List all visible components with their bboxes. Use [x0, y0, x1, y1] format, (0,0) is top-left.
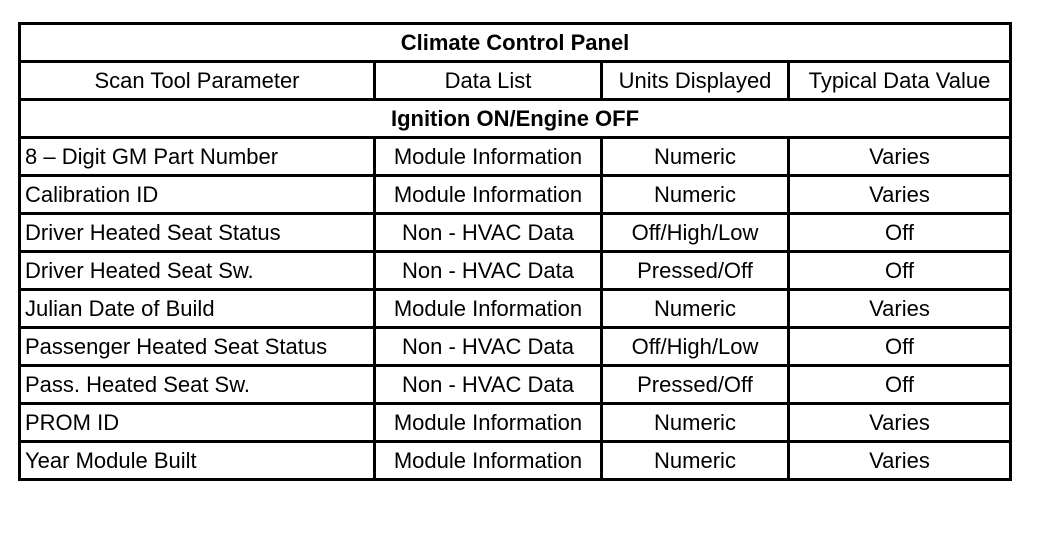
- parameter-cell: Julian Date of Build: [20, 290, 375, 328]
- table-row: [20, 442, 1011, 480]
- parameter-cell: Passenger Heated Seat Status: [20, 328, 375, 366]
- table-row: [20, 328, 1011, 366]
- units-cell: Numeric: [602, 442, 789, 480]
- parameter-cell: Calibration ID: [20, 176, 375, 214]
- table-title: Climate Control Panel: [20, 24, 1011, 62]
- parameter-cell: PROM ID: [20, 404, 375, 442]
- header-units-displayed: Units Displayed: [602, 62, 789, 100]
- data-list-cell: Module Information: [375, 290, 602, 328]
- typical-value-cell: Varies: [789, 442, 1011, 480]
- typical-value-cell: Off: [789, 328, 1011, 366]
- data-list-cell: Non - HVAC Data: [375, 366, 602, 404]
- parameter-table: [18, 22, 1012, 481]
- table-row: [20, 138, 1011, 176]
- data-list-cell: Module Information: [375, 442, 602, 480]
- parameter-cell: 8 – Digit GM Part Number: [20, 138, 375, 176]
- typical-value-cell: Varies: [789, 176, 1011, 214]
- header-row: [20, 62, 1011, 100]
- units-cell: Numeric: [602, 404, 789, 442]
- units-cell: Off/High/Low: [602, 214, 789, 252]
- header-scan-tool-parameter: Scan Tool Parameter: [20, 62, 375, 100]
- parameter-cell: Pass. Heated Seat Sw.: [20, 366, 375, 404]
- units-cell: Pressed/Off: [602, 252, 789, 290]
- table-row: [20, 290, 1011, 328]
- units-cell: Off/High/Low: [602, 328, 789, 366]
- table-row: [20, 176, 1011, 214]
- parameter-cell: Year Module Built: [20, 442, 375, 480]
- parameter-cell: Driver Heated Seat Status: [20, 214, 375, 252]
- units-cell: Numeric: [602, 290, 789, 328]
- typical-value-cell: Off: [789, 214, 1011, 252]
- title-row: [20, 24, 1011, 62]
- table-row: [20, 252, 1011, 290]
- section-row: [20, 100, 1011, 138]
- typical-value-cell: Off: [789, 252, 1011, 290]
- data-list-cell: Module Information: [375, 404, 602, 442]
- parameter-cell: Driver Heated Seat Sw.: [20, 252, 375, 290]
- data-list-cell: Non - HVAC Data: [375, 252, 602, 290]
- data-list-cell: Module Information: [375, 138, 602, 176]
- data-list-cell: Non - HVAC Data: [375, 214, 602, 252]
- data-list-cell: Non - HVAC Data: [375, 328, 602, 366]
- header-typical-data-value: Typical Data Value: [789, 62, 1011, 100]
- header-data-list: Data List: [375, 62, 602, 100]
- table-row: [20, 366, 1011, 404]
- table-row: [20, 214, 1011, 252]
- typical-value-cell: Varies: [789, 290, 1011, 328]
- units-cell: Numeric: [602, 138, 789, 176]
- units-cell: Pressed/Off: [602, 366, 789, 404]
- table-row: [20, 404, 1011, 442]
- section-heading: Ignition ON/Engine OFF: [20, 100, 1011, 138]
- data-list-cell: Module Information: [375, 176, 602, 214]
- typical-value-cell: Off: [789, 366, 1011, 404]
- typical-value-cell: Varies: [789, 138, 1011, 176]
- typical-value-cell: Varies: [789, 404, 1011, 442]
- units-cell: Numeric: [602, 176, 789, 214]
